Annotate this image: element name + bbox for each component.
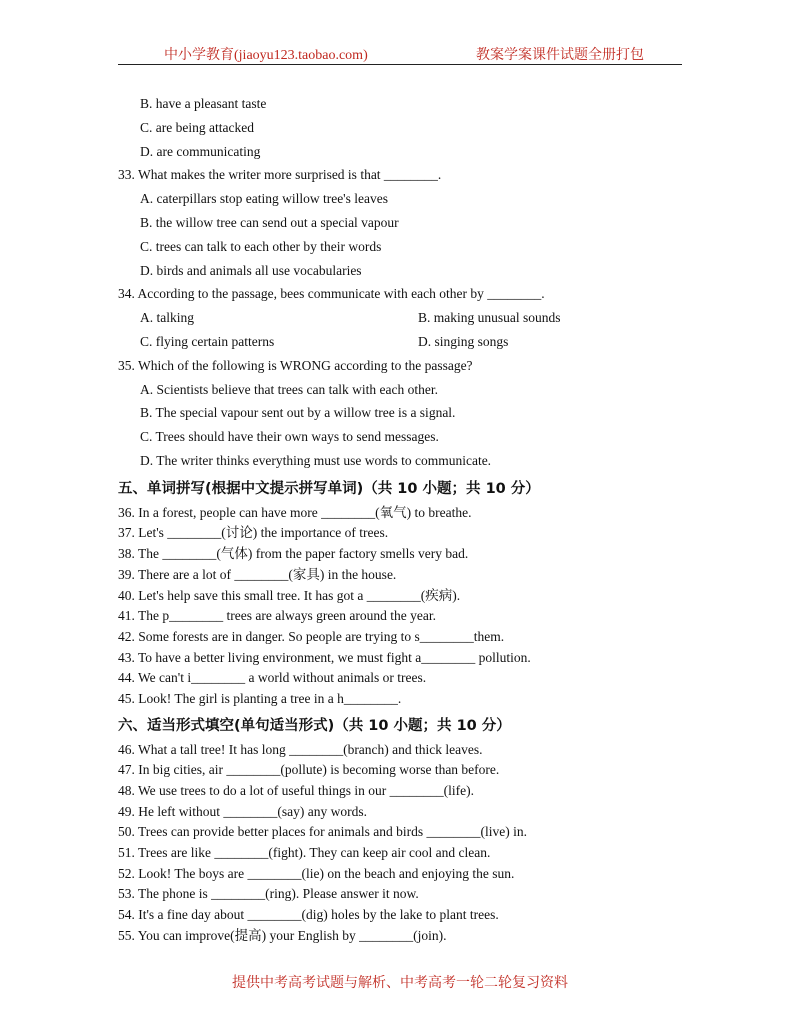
question-51: 51. Trees are like ________(fight). They can keep air cool and clean. (118, 845, 491, 861)
question-45: 45. Look! The girl is planting a tree in a h________. (118, 690, 402, 706)
question-41: 41. The p________ trees are always green around the year. (118, 608, 437, 624)
q34-option-b: B. making unusual sounds (418, 310, 561, 326)
q35-option-c: C. Trees should have their own ways to send messages. (140, 429, 439, 445)
q35-option-b: B. The special vapour sent out by a willow tree is a signal. (140, 405, 456, 421)
q33-option-a: A. caterpillars stop eating willow tree's leaves (140, 191, 388, 207)
footer-text: 提供中考高考试题与解析、中考高考一轮二轮复习资料 (232, 976, 568, 991)
header-right-text: 教案学案课件试题全册打包 (476, 48, 644, 63)
header-left-text: 中小学教育(jiaoyu123.taobao.com) (164, 48, 368, 63)
question-42: 42. Some forests are in danger. So people are trying to s________them. (118, 628, 505, 644)
question-44: 44. We can't i________ a world without animals or trees. (118, 670, 427, 686)
question-39: 39. There are a lot of ________(家具) in the house. (118, 566, 397, 582)
header-divider (118, 64, 682, 65)
q32-option-c: C. are being attacked (140, 119, 254, 135)
question-40: 40. Let's help save this small tree. It has got a ________(疾病). (118, 587, 461, 603)
section-5-title: 五、单词拼写(根据中文提示拼写单词)（共 10 小题；共 10 分） (118, 480, 540, 497)
question-47: 47. In big cities, air ________(pollute) is becoming worse than before. (118, 762, 500, 778)
section-6-items (118, 740, 682, 947)
q32-option-d: D. are communicating (140, 143, 261, 159)
q34-stem: 34. According to the passage, bees communicate with each other by ________. (118, 286, 545, 302)
q33-option-b: B. the willow tree can send out a special vapour (140, 214, 399, 230)
section-6-title: 六、适当形式填空(单句适当形式)（共 10 小题；共 10 分） (118, 717, 511, 734)
q34-option-d: D. singing songs (418, 333, 509, 349)
q32-option-b: B. have a pleasant taste (140, 96, 267, 111)
section-5-items (118, 503, 682, 710)
question-43: 43. To have a better living environment, we must fight a________ pollution. (118, 649, 531, 665)
q34-option-c: C. flying certain patterns (140, 333, 275, 349)
q33-option-c: C. trees can talk to each other by their words (140, 238, 382, 254)
question-36: 36. In a forest, people can have more ________(氧气) to breathe. (118, 504, 472, 520)
exam-content (118, 92, 682, 947)
question-48: 48. We use trees to do a lot of useful things in our ________(life). (118, 783, 474, 798)
question-53: 53. The phone is ________(ring). Please answer it now. (118, 886, 419, 902)
q35-option-a: A. Scientists believe that trees can talk with each other. (140, 381, 439, 397)
q34-options-row-1 (118, 306, 682, 330)
question-54: 54. It's a fine day about ________(dig) holes by the lake to plant trees. (118, 907, 499, 923)
question-52: 52. Look! The boys are ________(lie) on the beach and enjoying the sun. (118, 865, 515, 881)
q35-option-d: D. The writer thinks everything must use words to communicate. (140, 452, 492, 468)
question-50: 50. Trees can provide better places for animals and birds ________(live) in. (118, 824, 528, 840)
q33-option-d: D. birds and animals all use vocabularies (140, 262, 362, 278)
question-55: 55. You can improve(提高) your English by ________(join). (118, 927, 447, 943)
q35-stem: 35. Which of the following is WRONG according to the passage? (118, 357, 473, 373)
q33-stem: 33. What makes the writer more surprised is that ________. (118, 167, 442, 183)
question-46: 46. What a tall tree! It has long ________(branch) and thick leaves. (118, 741, 483, 757)
question-49: 49. He left without ________(say) any words. (118, 803, 367, 819)
question-37: 37. Let's ________(讨论) the importance of trees. (118, 525, 389, 541)
q34-options-row-2 (118, 330, 682, 354)
question-38: 38. The ________(气体) from the paper factory smells very bad. (118, 546, 469, 562)
q34-option-a: A. talking (140, 310, 194, 326)
